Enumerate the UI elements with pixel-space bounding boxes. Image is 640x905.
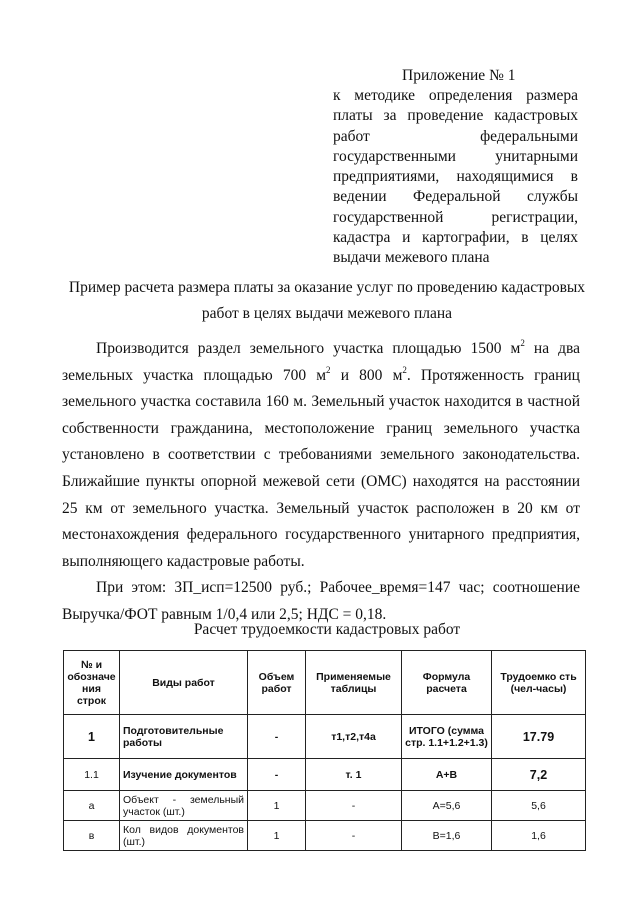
row-tables: - [306,821,402,851]
row-work: Объект - земельный участок (шт.) [120,791,248,821]
column-header-volume: Объем работ [248,651,306,715]
column-header-formula: Формула расчета [402,651,492,715]
table-row [64,821,586,851]
document-heading [58,275,596,327]
row-labor: 1,6 [492,821,586,851]
paragraph-line [62,336,580,363]
column-header-labor: Трудоемко сть (чел-часы) [492,651,586,715]
row-number: 1.1 [64,759,120,791]
row-formula: А+В [402,759,492,791]
row-number: 1 [64,715,120,759]
row-work: Кол видов документов (шт.) [120,821,248,851]
appendix-line: ведении Федеральной службы [333,188,578,206]
row-labor: 5,6 [492,791,586,821]
superscript: 2 [326,364,331,375]
row-work: Изучение документов [120,759,248,791]
params-line: При этом: ЗП_исп=12500 руб.; Рабочее_время=147 час; соотношение [96,579,580,597]
appendix-line: выдачи межевого плана [333,249,490,267]
paragraph-line: собственности гражданина, местоположение границ земельного участка [62,419,580,437]
paragraph-line: местонахождения федерального государственного унитарного предприятия, [62,526,580,544]
params-line: Выручка/ФОТ равным 1/0,4 или 2,5; НДС = 0,18. [62,605,387,623]
column-header-tables: Применяемые таблицы [306,651,402,715]
heading-line: Пример расчета размера платы за оказание услуг по проведению кадастровых [68,279,586,296]
appendix-title: Приложение № 1 [402,67,516,84]
paragraph-line: земельного участка составила 160 м. Земельный участок находится в частной [62,393,580,411]
superscript: 2 [520,338,525,348]
row-labor: 7,2 [492,759,586,791]
paragraph-line: выполняющего кадастровые работы. [62,552,305,570]
table-row [64,759,586,791]
row-labor: 17.79 [492,715,586,759]
paragraph-line: установлено в соответствии с требованиями земельного законодательства. [62,446,580,464]
table-row [64,715,586,759]
table-row [64,791,586,821]
row-volume: - [248,759,306,791]
row-work: Подготовительные работы [120,715,248,759]
paragraph-line: Ближайшие пункты опорной межевой сети (ОМС) находятся на расстоянии [62,472,580,490]
row-volume: 1 [248,791,306,821]
appendix-line: кадастра и картографии, в целях [333,229,578,247]
appendix-line: предприятиями, находящимися в [333,168,578,186]
row-number: в [64,821,120,851]
row-formula: ИТОГО (сумма стр. 1.1+1.2+1.3) [402,715,492,759]
heading-line: работ в целях выдачи межевого плана [201,305,453,322]
row-tables: т1,т2,т4а [306,715,402,759]
row-formula: В=1,6 [402,821,492,851]
row-number: а [64,791,120,821]
appendix-description [333,86,578,269]
appendix-line: государственными унитарными [333,147,578,165]
appendix-line: работ федеральными [333,127,578,145]
superscript: 2 [402,364,407,375]
text-segment: . Протяженность границ [406,366,580,384]
table-caption: Расчет трудоемкости кадастровых работ [193,621,461,638]
labor-table [63,650,586,851]
body-paragraph [62,336,580,629]
text-segment: Производится раздел земельного участка площадью 1500 м [96,340,521,357]
appendix-line: платы за проведение кадастровых [333,107,578,125]
row-tables: - [306,791,402,821]
row-volume: 1 [248,821,306,851]
row-tables: т. 1 [306,759,402,791]
text-segment: и 800 м [330,366,403,384]
paragraph-line: 25 км от земельного участка. Земельный участок расположен в 20 км от [62,499,580,517]
row-volume: - [248,715,306,759]
column-header-number: № и обозначе ния строк [64,651,120,715]
paragraph-line [62,363,580,390]
table-header-row [64,651,586,715]
appendix-line: к методике определения размера [333,87,578,104]
text-segment: на два [524,340,580,357]
appendix-line: государственной регистрации, [333,208,578,226]
text-segment: земельных участка площадью 700 м [62,366,327,384]
column-header-work: Виды работ [120,651,248,715]
row-formula: А=5,6 [402,791,492,821]
